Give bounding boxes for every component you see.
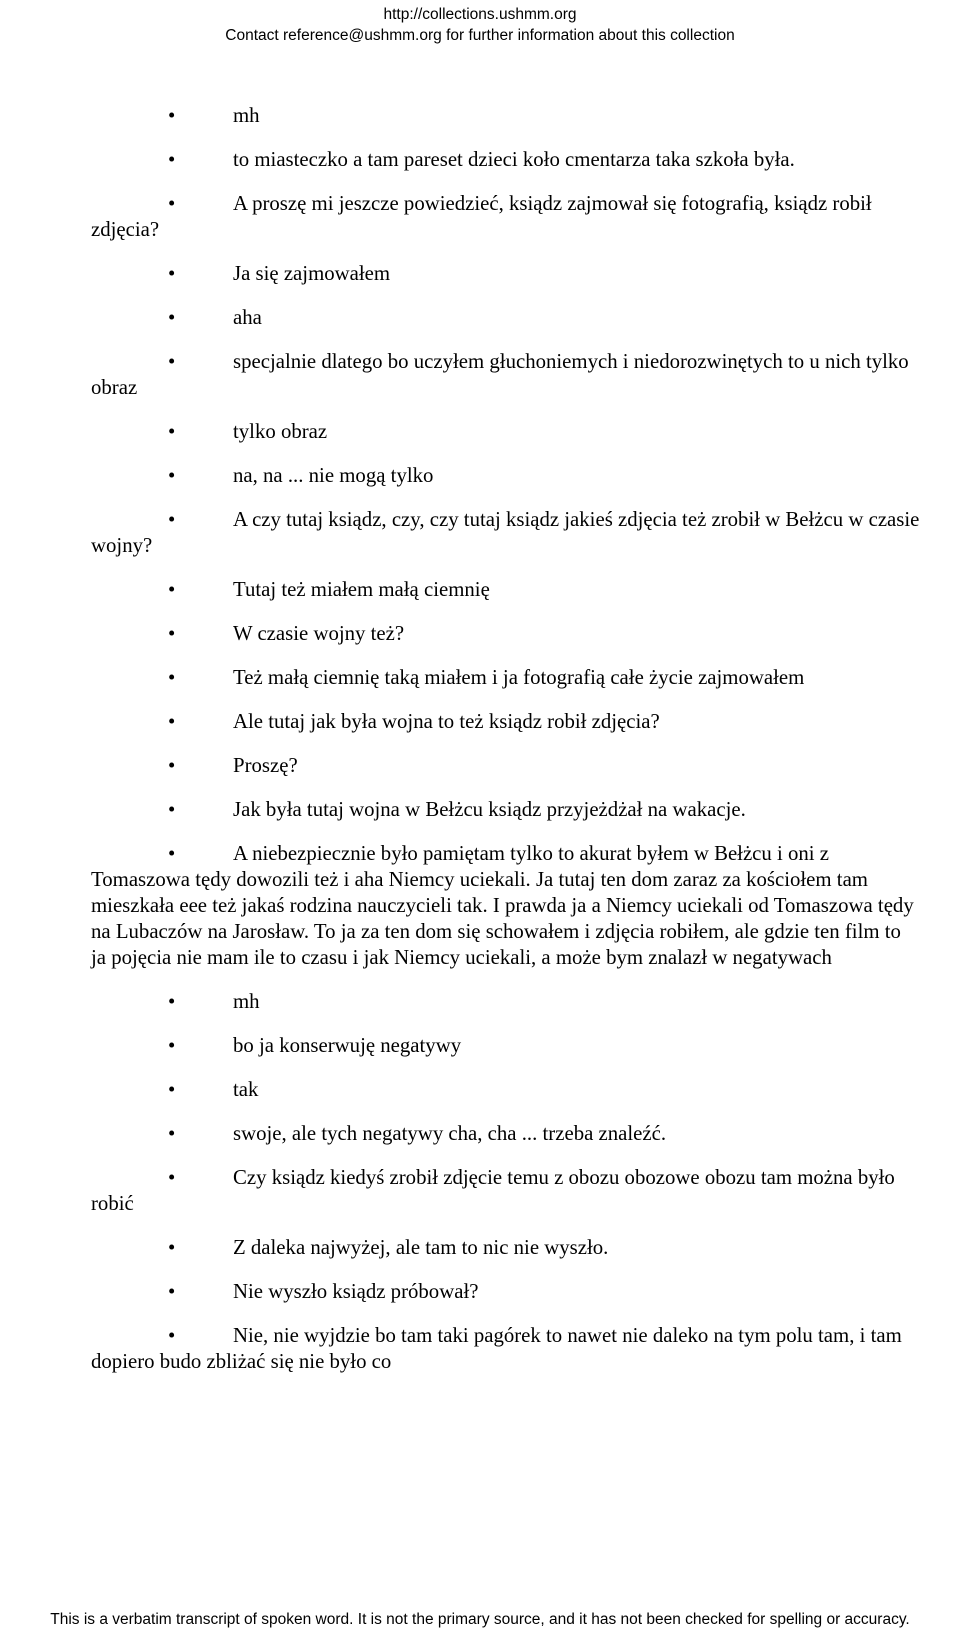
transcript-entry xyxy=(91,577,921,603)
transcript-entry-text: mh xyxy=(233,104,260,127)
transcript-entry-text: Ale tutaj jak była wojna to też ksiądz robił zdjęcia? xyxy=(233,710,660,733)
transcript-entry-text: W czasie wojny też? xyxy=(233,622,405,645)
bullet-icon: • xyxy=(168,710,176,733)
bullet-icon: • xyxy=(168,622,176,645)
transcript-entry xyxy=(91,419,921,445)
page-header xyxy=(0,4,960,46)
bullet-icon: • xyxy=(168,1078,176,1101)
bullet-icon: • xyxy=(168,192,176,215)
transcript-entry xyxy=(91,1235,921,1261)
transcript-entry-text: Czy ksiądz kiedyś zrobił zdjęcie temu z obozu obozowe obozu tam można było robić xyxy=(91,1166,895,1215)
transcript-entry xyxy=(91,305,921,331)
bullet-icon: • xyxy=(168,350,176,373)
transcript-entry-text: tak xyxy=(233,1078,259,1101)
bullet-icon: • xyxy=(168,1324,176,1347)
bullet-icon: • xyxy=(168,1236,176,1259)
transcript-entry xyxy=(91,1323,921,1375)
transcript-entry-text: tylko obraz xyxy=(233,420,328,443)
bullet-icon: • xyxy=(168,306,176,329)
bullet-icon: • xyxy=(168,578,176,601)
transcript-entry-text: swoje, ale tych negatywy cha, cha ... trzeba znaleźć. xyxy=(233,1122,667,1145)
transcript-entry-text: mh xyxy=(233,990,260,1013)
page-footer: This is a verbatim transcript of spoken word. It is not the primary source, and it has not been checked for spelling or accuracy. xyxy=(50,1611,910,1628)
bullet-icon: • xyxy=(168,508,176,531)
bullet-icon: • xyxy=(168,148,176,171)
transcript-entry xyxy=(91,147,921,173)
bullet-icon: • xyxy=(168,842,176,865)
transcript-body xyxy=(91,103,921,1393)
bullet-icon: • xyxy=(168,104,176,127)
transcript-entry xyxy=(91,349,921,401)
transcript-entry xyxy=(91,261,921,287)
bullet-icon: • xyxy=(168,420,176,443)
bullet-icon: • xyxy=(168,464,176,487)
transcript-entry-text: Nie, nie wyjdzie bo tam taki pagórek to nawet nie daleko na tym polu tam, i tam dopiero budo zbliżać się nie było co xyxy=(91,1324,902,1373)
transcript-entry xyxy=(91,1165,921,1217)
bullet-icon: • xyxy=(168,1122,176,1145)
transcript-entry-text: Też małą ciemnię taką miałem i ja fotografią całe życie zajmowałem xyxy=(233,666,805,689)
transcript-entry-text: to miasteczko a tam pareset dzieci koło cmentarza taka szkoła była. xyxy=(233,148,795,171)
transcript-entry xyxy=(91,989,921,1015)
transcript-entry-text: Proszę? xyxy=(233,754,298,777)
bullet-icon: • xyxy=(168,754,176,777)
transcript-entry xyxy=(91,797,921,823)
bullet-icon: • xyxy=(168,990,176,1013)
transcript-entry-text: aha xyxy=(233,306,262,329)
transcript-entry xyxy=(91,507,921,559)
transcript-entry xyxy=(91,1077,921,1103)
transcript-entry xyxy=(91,103,921,129)
transcript-entry-text: bo ja konserwuję negatywy xyxy=(233,1034,462,1057)
transcript-entry xyxy=(91,1279,921,1305)
transcript-entry-text: Ja się zajmowałem xyxy=(233,262,391,285)
transcript-entry-text: Jak była tutaj wojna w Bełżcu ksiądz przyjeżdżał na wakacje. xyxy=(233,798,746,821)
transcript-entry-text: A niebezpiecznie było pamiętam tylko to akurat byłem w Bełżcu i oni z Tomaszowa tędy dowozili też i aha Niemcy uciekali. Ja tutaj ten dom zaraz za kościołem tam mieszkała eee też jakaś rodzina nauczycieli tak. I prawda ja a Niemcy uciekali od Tomaszowa tędy na Lubaczów na Jarosław. To ja za ten dom się schowałem i zdjęcia robiłem, ale gdzie ten film to ja pojęcia nie mam ile to czasu i jak Niemcy uciekali, a może bym znalazł w negatywach xyxy=(91,842,914,969)
bullet-icon: • xyxy=(168,1034,176,1057)
collection-url: http://collections.ushmm.org xyxy=(383,6,577,23)
bullet-icon: • xyxy=(168,1280,176,1303)
transcript-entry-text: A czy tutaj ksiądz, czy, czy tutaj ksiądz jakieś zdjęcia też zrobił w Bełżcu w czasie wojny? xyxy=(91,508,920,557)
transcript-entry-text: A proszę mi jeszcze powiedzieć, ksiądz zajmował się fotografią, ksiądz robił zdjęcia? xyxy=(91,192,872,241)
bullet-icon: • xyxy=(168,666,176,689)
contact-line: Contact reference@ushmm.org for further information about this collection xyxy=(225,27,735,44)
transcript-entry-text: Tutaj też miałem małą ciemnię xyxy=(233,578,490,601)
bullet-icon: • xyxy=(168,262,176,285)
bullet-icon: • xyxy=(168,1166,176,1189)
transcript-entry xyxy=(91,1033,921,1059)
bullet-icon: • xyxy=(168,798,176,821)
transcript-entry xyxy=(91,621,921,647)
transcript-entry-text: Nie wyszło ksiądz próbował? xyxy=(233,1280,479,1303)
transcript-entry-text: na, na ... nie mogą tylko xyxy=(233,464,434,487)
transcript-entry xyxy=(91,1121,921,1147)
transcript-entry xyxy=(91,841,921,971)
transcript-entry xyxy=(91,709,921,735)
transcript-entry xyxy=(91,191,921,243)
transcript-entry xyxy=(91,753,921,779)
transcript-entry-text: specjalnie dlatego bo uczyłem głuchoniemych i niedorozwinętych to u nich tylko obraz xyxy=(91,350,909,399)
transcript-entry xyxy=(91,463,921,489)
transcript-entry-text: Z daleka najwyżej, ale tam to nic nie wyszło. xyxy=(233,1236,609,1259)
transcript-entry xyxy=(91,665,921,691)
